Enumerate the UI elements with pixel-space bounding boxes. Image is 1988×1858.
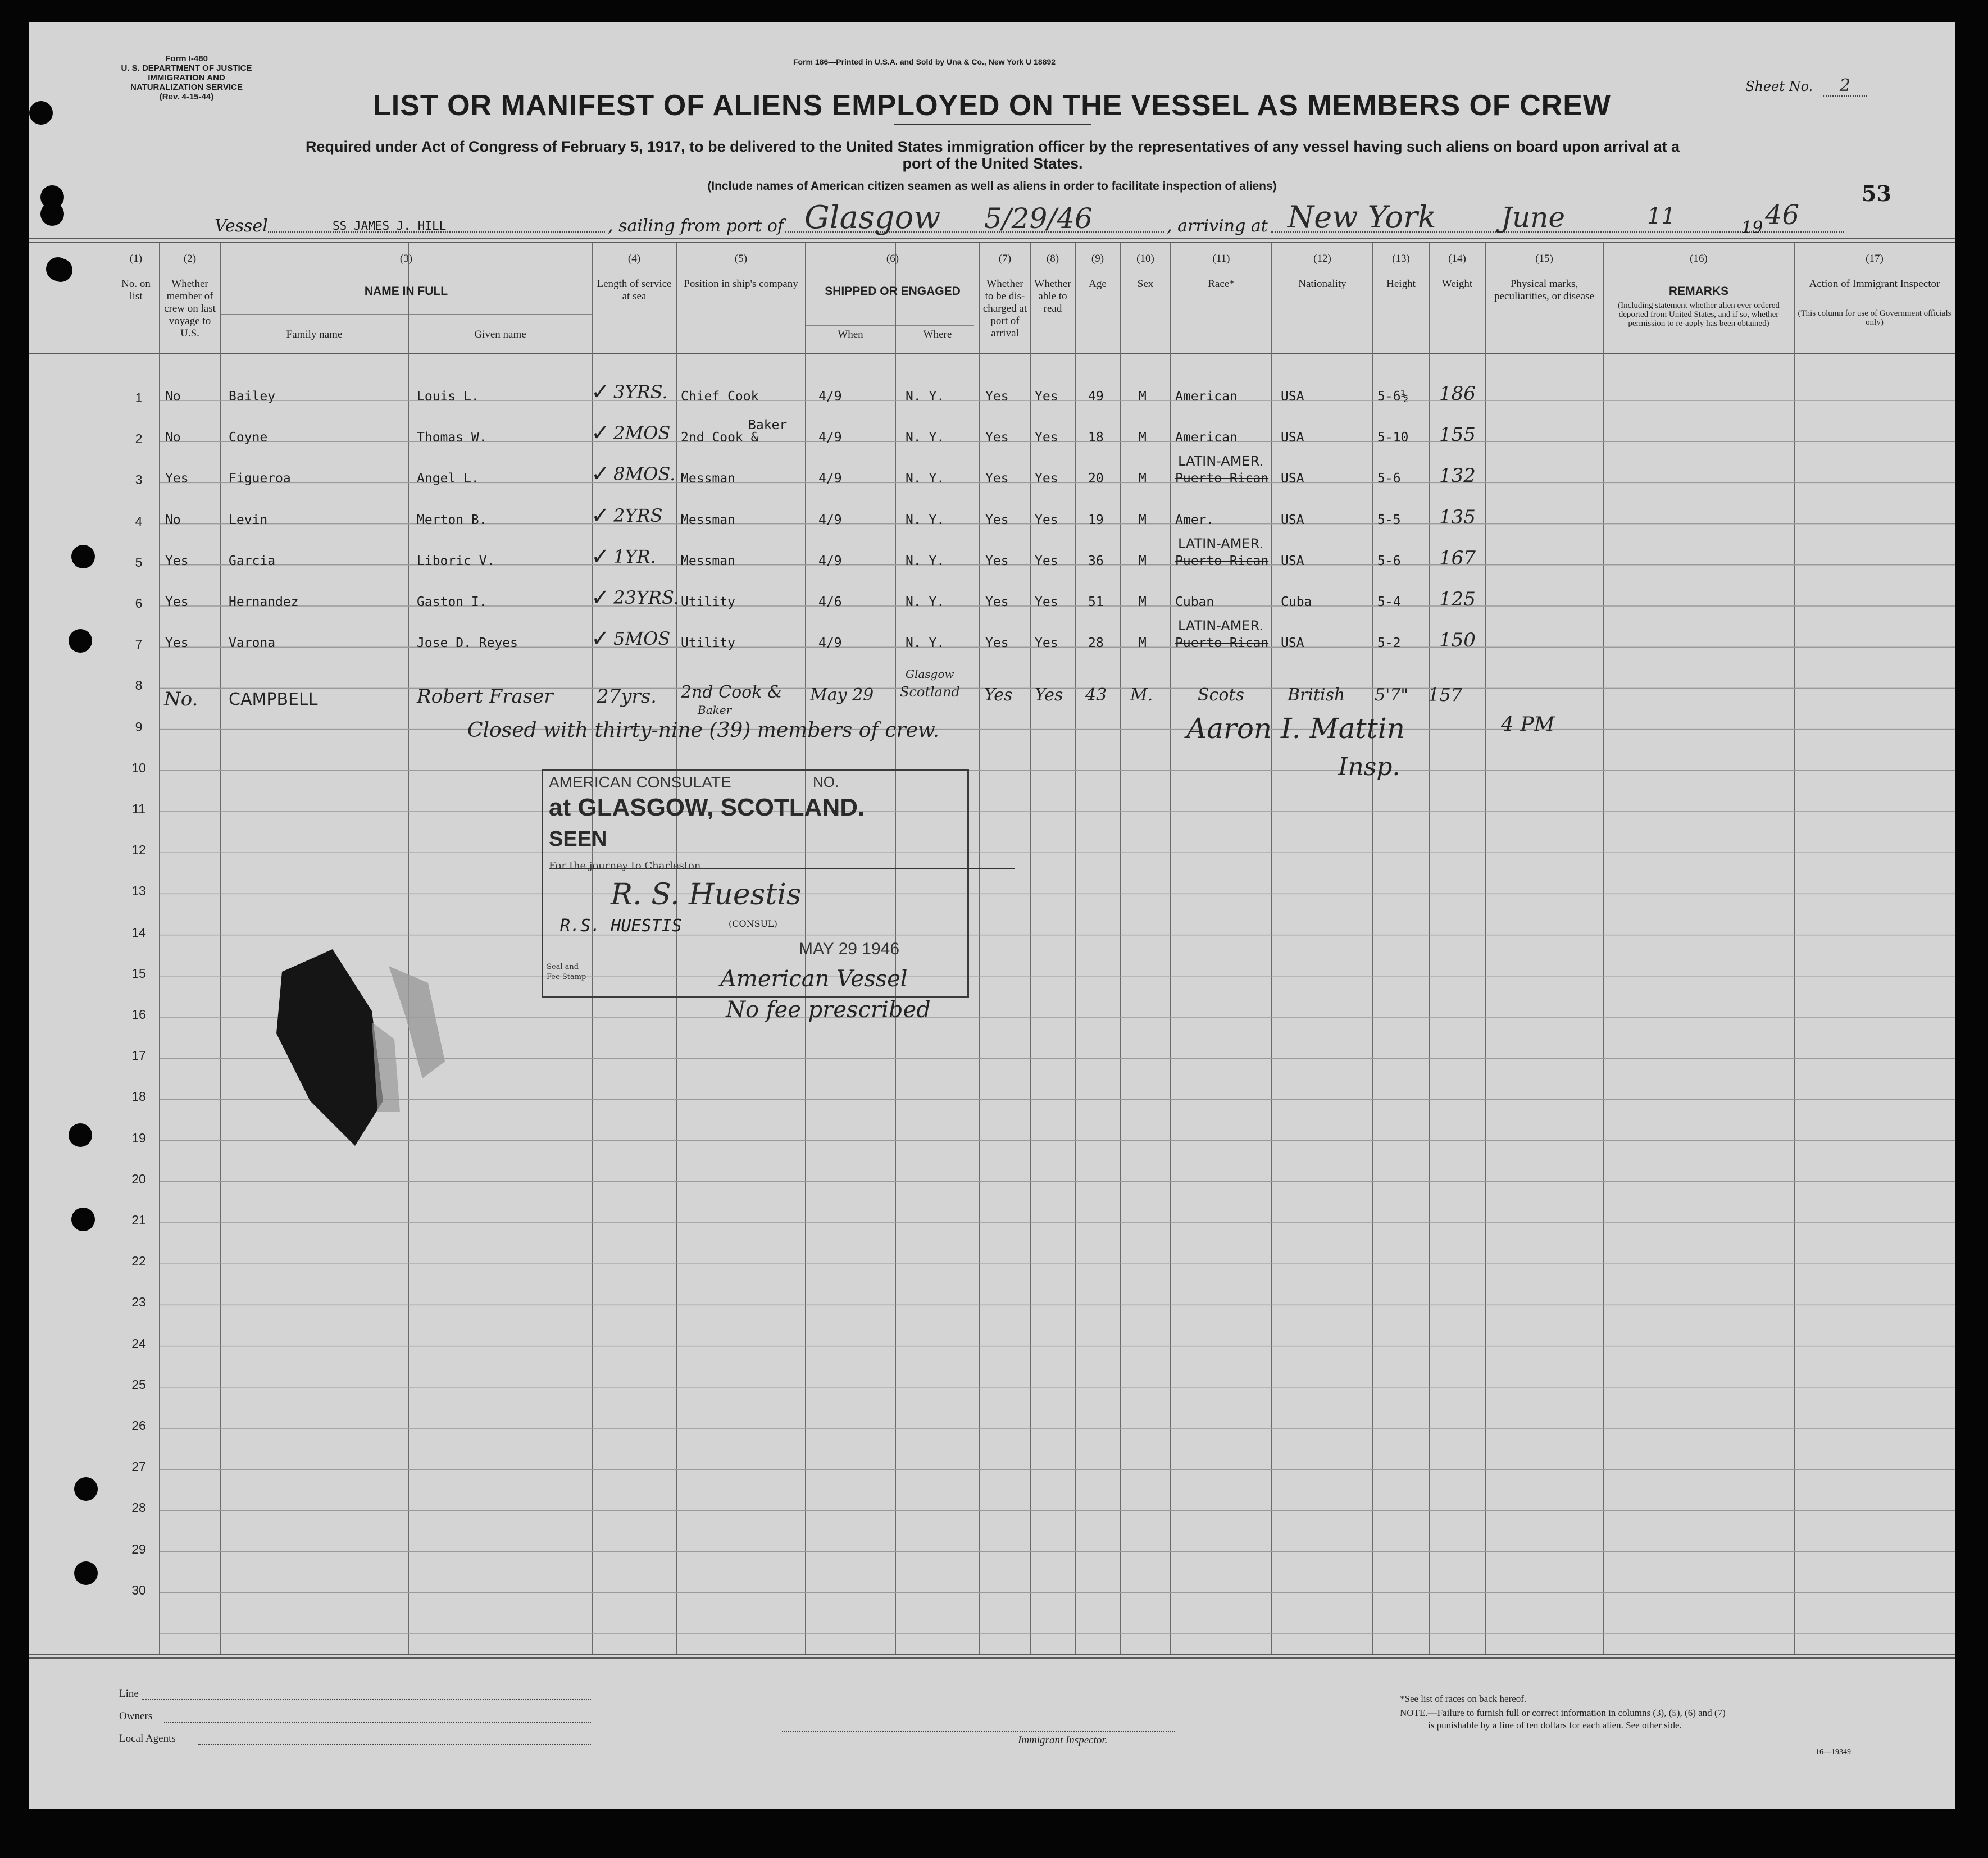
stamp-no: NO.: [813, 773, 839, 790]
cell-race: American: [1175, 389, 1238, 404]
row-number: 28: [131, 1500, 146, 1515]
cell-given-name: Liboric V.: [417, 553, 495, 568]
cell-weight: 157: [1428, 684, 1463, 705]
cell-weight: 132: [1439, 464, 1476, 488]
cell-position: Messman: [681, 471, 735, 486]
form-revision: (Rev. 4-15-44): [159, 92, 214, 102]
cell-nationality: USA: [1281, 430, 1304, 445]
footer-races-note: *See list of races on back hereof.: [1400, 1693, 1527, 1704]
cell-race: Puerto Rican: [1175, 471, 1269, 486]
cell-given-name: Jose D. Reyes: [417, 636, 518, 651]
cell-position-note: Baker: [698, 703, 732, 717]
inspector-title: Insp.: [1338, 753, 1400, 781]
arriving-label: , arriving at: [1167, 216, 1268, 236]
row-number: 11: [132, 802, 145, 816]
column-number: (13): [1392, 253, 1410, 265]
column-number: (15): [1535, 253, 1553, 265]
cell-weight: 125: [1439, 588, 1476, 611]
year-prefix: 19: [1741, 218, 1763, 238]
cell-family-name: Varona: [229, 636, 276, 651]
cell-race: Cuban: [1175, 595, 1214, 609]
cell-family-name: Levin: [229, 512, 268, 527]
cell-discharged: Yes: [985, 636, 1009, 651]
cell-prev-voyage: No: [165, 512, 181, 527]
column-label: Height: [1386, 278, 1416, 290]
subheader-family: Family name: [286, 329, 343, 340]
cell-when: 4/9: [818, 389, 842, 404]
cell-read: Yes: [1035, 685, 1063, 705]
column-number: (1): [129, 253, 143, 265]
check-mark-icon: ✓: [591, 420, 610, 447]
cell-when: May 29: [810, 685, 874, 705]
row-number: 15: [131, 966, 146, 981]
cell-service-length: 2YRS: [613, 504, 663, 526]
column-label: Nationality: [1298, 278, 1346, 290]
cell-family-name: CAMPBELL: [229, 690, 318, 709]
cell-service-length: 23YRS.: [613, 587, 679, 608]
cell-discharged: Yes: [984, 685, 1013, 705]
cell-given-name: Thomas W.: [417, 430, 487, 445]
inspector-time: 4 PM: [1501, 713, 1555, 736]
consulate-stamp: [542, 769, 969, 998]
vessel-name: SS JAMES J. HILL: [333, 219, 447, 233]
cell-nationality: USA: [1281, 636, 1304, 651]
footer-owners-rule: [164, 1722, 591, 1723]
row-number: 8: [135, 678, 143, 693]
column-label: SHIPPED OR ENGAGED: [825, 285, 961, 298]
row-number: 12: [131, 843, 146, 858]
cell-discharged: Yes: [985, 389, 1009, 404]
cell-when: 4/9: [818, 512, 842, 527]
row-number: 21: [131, 1213, 146, 1227]
column-number: (11): [1212, 253, 1230, 265]
row-number: 5: [135, 554, 143, 570]
column-label: Weight: [1441, 278, 1473, 290]
column-label: Age: [1089, 278, 1107, 290]
column-label: Whether able to read: [1034, 278, 1071, 315]
subtitle-note: (Include names of American citizen seamen as well as aliens in order to facilitate inspection of aliens): [707, 180, 1277, 193]
check-mark-icon: ✓: [591, 461, 610, 488]
cell-sex: M: [1139, 471, 1147, 486]
column-label: Whether member of crew on last voyage to U.S.: [164, 278, 216, 339]
cell-position: Utility: [681, 595, 735, 609]
cell-sex: M: [1139, 512, 1147, 527]
cell-race: Scots: [1198, 685, 1244, 705]
cell-age: 19: [1088, 512, 1104, 527]
row-number: 17: [131, 1048, 146, 1063]
cell-nationality: USA: [1281, 512, 1304, 527]
footer-note-2: is punishable by a fine of ten dollars for each alien. See other side.: [1428, 1720, 1682, 1731]
column-number: (5): [734, 253, 748, 265]
cell-read: Yes: [1035, 471, 1058, 486]
subheader-when: When: [838, 329, 863, 340]
subheader-given: Given name: [474, 329, 526, 340]
arrival-day: 11: [1647, 203, 1676, 229]
cell-position: Messman: [681, 512, 735, 527]
cell-height: 5-6: [1377, 553, 1401, 568]
cell-when: 4/9: [818, 553, 842, 568]
footer-form-code: 16—19349: [1816, 1748, 1851, 1756]
page-number: 53: [1862, 181, 1891, 206]
departure-port: Glasgow: [804, 199, 941, 236]
cell-position: Messman: [681, 553, 735, 568]
cell-height: 5-5: [1377, 512, 1401, 527]
stamp-signature: R. S. Huestis: [611, 878, 802, 912]
cell-prev-voyage: No.: [164, 688, 198, 711]
footer-owners-label: Owners: [119, 1710, 153, 1722]
row-number: 22: [131, 1254, 146, 1269]
cell-weight: 155: [1439, 423, 1476, 447]
cell-when: 4/9: [818, 636, 842, 651]
cell-age: 18: [1088, 430, 1104, 445]
column-number: (16): [1690, 253, 1708, 265]
cell-read: Yes: [1035, 553, 1058, 568]
row-number: 18: [131, 1089, 146, 1104]
row-number: 3: [135, 472, 143, 488]
cell-weight: 167: [1439, 547, 1476, 570]
cell-height: 5-4: [1377, 595, 1401, 609]
stamp-consulate: AMERICAN CONSULATE: [549, 773, 731, 791]
cell-where: N. Y.: [906, 512, 945, 527]
cell-when: 4/9: [818, 471, 842, 486]
stamp-consul-title: (CONSUL): [729, 918, 777, 929]
footer-agents-label: Local Agents: [119, 1733, 176, 1745]
cell-discharged: Yes: [985, 553, 1009, 568]
column-label: Length of service at sea: [597, 278, 672, 302]
row-number: 20: [131, 1171, 146, 1186]
arrival-year: 46: [1765, 199, 1800, 231]
cell-where: N. Y.: [906, 553, 945, 568]
cell-given-name: Angel L.: [417, 471, 479, 486]
closing-note: Closed with thirty-nine (39) members of crew.: [467, 719, 939, 742]
cell-nationality: Cuba: [1281, 595, 1312, 609]
row-number: 16: [131, 1007, 146, 1022]
cell-family-name: Coyne: [229, 430, 268, 445]
cell-family-name: Figueroa: [229, 471, 291, 486]
cell-height: 5-10: [1377, 430, 1409, 445]
cell-nationality: USA: [1281, 471, 1304, 486]
cell-given-name: Robert Fraser: [417, 685, 553, 708]
column-label: Whether to be dis-charged at port of arrival: [982, 278, 1027, 339]
column-number: (10): [1136, 253, 1154, 265]
footer-inspector-rule: [782, 1731, 1175, 1732]
stamp-strike-line: [549, 868, 1015, 869]
row-number: 24: [131, 1336, 146, 1351]
column-number: (7): [998, 253, 1012, 265]
cell-service-length: 27yrs.: [597, 685, 657, 708]
cell-race-note: LATIN-AMER.: [1178, 453, 1264, 470]
cell-position-note: Baker: [748, 418, 788, 433]
manifest-sheet: [29, 22, 1955, 1809]
row-number: 4: [135, 513, 143, 529]
row-number: 6: [135, 596, 143, 611]
row-number: 23: [131, 1295, 146, 1310]
cell-race: Puerto Rican: [1175, 636, 1269, 651]
row-number: 2: [135, 431, 143, 447]
stamp-date: MAY 29 1946: [799, 940, 900, 958]
footer-line-label: Line: [119, 1688, 139, 1700]
stamp-seen: SEEN: [549, 827, 607, 851]
row-number: 19: [131, 1130, 146, 1145]
cell-service-length: 3YRS.: [613, 381, 668, 403]
document-title: LIST OR MANIFEST OF ALIENS EMPLOYED ON THE VESSEL AS MEMBERS OF CREW: [373, 89, 1611, 122]
row-number: 7: [135, 637, 143, 652]
row-number: 25: [131, 1377, 146, 1392]
cell-age: 43: [1085, 685, 1107, 705]
cell-age: 20: [1088, 471, 1104, 486]
cell-prev-voyage: Yes: [165, 471, 189, 486]
stamp-journey: For the journey to Charleston: [549, 860, 701, 872]
departure-date: 5/29/46: [984, 202, 1093, 235]
sailing-label: , sailing from port of: [608, 216, 784, 236]
cell-service-length: 2MOS: [613, 422, 671, 444]
column-label: NAME IN FULL: [364, 285, 448, 298]
cell-given-name: Louis L.: [417, 389, 479, 404]
cell-nationality: USA: [1281, 553, 1304, 568]
column-number: (12): [1313, 253, 1331, 265]
cell-discharged: Yes: [985, 512, 1009, 527]
embossed-seal-image: [243, 932, 490, 1168]
column-label: Action of Immigrant Inspector: [1809, 278, 1940, 290]
cell-sex: M: [1139, 595, 1147, 609]
cell-race-note: LATIN-AMER.: [1178, 618, 1264, 634]
footer-agents-rule: [198, 1744, 591, 1745]
cell-age: 49: [1088, 389, 1104, 404]
footer-inspector-label: Immigrant Inspector.: [1018, 1734, 1108, 1746]
row-number: 1: [135, 390, 143, 405]
cell-where: N. Y.: [906, 430, 945, 445]
cell-weight: 150: [1439, 629, 1476, 652]
cell-race: Puerto Rican: [1175, 553, 1269, 568]
column-number: (17): [1866, 253, 1884, 265]
row-number: 9: [135, 719, 143, 734]
column-number: (2): [183, 253, 197, 265]
arrival-port: New York: [1288, 199, 1436, 235]
arrival-month: June: [1501, 201, 1566, 234]
cell-where: N. Y.: [906, 595, 945, 609]
footer-note-1: NOTE.—Failure to furnish full or correct information in columns (3), (5), (6) and (7): [1400, 1707, 1726, 1718]
cell-service-length: 8MOS.: [613, 463, 676, 485]
cell-weight: 135: [1439, 506, 1476, 529]
column-number: (6): [886, 253, 899, 265]
sheet-label: Sheet No.: [1745, 79, 1813, 94]
cell-family-name: Hernandez: [229, 595, 299, 609]
check-mark-icon: ✓: [591, 543, 610, 570]
cell-where: N. Y.: [906, 389, 945, 404]
cell-sex: M: [1139, 636, 1147, 651]
cell-height: 5-6½: [1377, 389, 1409, 404]
cell-position: 2nd Cook &: [681, 682, 783, 702]
column-number: (9): [1091, 253, 1104, 265]
subheader-remarks-note: (Including statement whether alien ever ordered deported from United States, and if so, whether permission to re-apply has been obtained): [1618, 301, 1780, 328]
cell-age: 36: [1088, 553, 1104, 568]
column-label: No. on list: [121, 278, 151, 302]
check-mark-icon: ✓: [591, 502, 610, 529]
stamp-seal-label: [547, 962, 586, 982]
cell-service-length: 5MOS: [613, 628, 671, 650]
column-label: Sex: [1137, 278, 1154, 290]
cell-family-name: Bailey: [229, 389, 276, 404]
row-number: 30: [131, 1582, 146, 1597]
cell-age: 28: [1088, 636, 1104, 651]
column-label: Position in ship's company: [684, 278, 798, 290]
subheader-where: Where: [923, 329, 952, 340]
row-number: 13: [131, 884, 146, 899]
subtitle-line-1: Required under Act of Congress of February 5, 1917, to be delivered to the United States immigration officer by the representatives of any vessel having such aliens on board upon arrival at a: [305, 138, 1680, 155]
cell-family-name: Garcia: [229, 553, 276, 568]
check-mark-icon: ✓: [591, 379, 610, 405]
cell-read: Yes: [1035, 636, 1058, 651]
stamp-note-fee: No fee prescribed: [726, 997, 931, 1023]
cell-age: 51: [1088, 595, 1104, 609]
cell-given-name: Gaston I.: [417, 595, 487, 609]
subtitle-line-2: port of the United States.: [902, 155, 1083, 172]
cell-where: N. Y.: [906, 471, 945, 486]
department-name: U. S. DEPARTMENT OF JUSTICE: [121, 63, 252, 73]
check-mark-icon: ✓: [591, 626, 610, 652]
cell-nationality: USA: [1281, 389, 1304, 404]
row-number: 27: [131, 1459, 146, 1474]
seal-label-2: Fee Stamp: [547, 973, 586, 981]
cell-sex: M: [1139, 389, 1147, 404]
cell-height: 5-2: [1377, 636, 1401, 651]
column-label: Physical marks, peculiarities, or disease: [1494, 278, 1594, 302]
cell-prev-voyage: No: [165, 430, 181, 445]
column-label: REMARKS: [1668, 285, 1729, 298]
column-number: (14): [1448, 253, 1466, 265]
cell-prev-voyage: Yes: [165, 553, 189, 568]
cell-sex: M: [1139, 553, 1147, 568]
column-label: Race*: [1208, 278, 1235, 290]
footer-line-rule: [142, 1699, 591, 1700]
cell-discharged: Yes: [985, 595, 1009, 609]
cell-nationality: British: [1288, 685, 1345, 705]
cell-position: Utility: [681, 636, 735, 651]
cell-where: N. Y.: [906, 636, 945, 651]
cell-read: Yes: [1035, 430, 1058, 445]
cell-discharged: Yes: [985, 430, 1009, 445]
printer-line: Form 186—Printed in U.S.A. and Sold by Una & Co., New York U 18892: [793, 57, 1056, 66]
cell-where: Scotland: [900, 684, 960, 700]
form-number: Form I-480: [165, 54, 208, 63]
column-number: (4): [627, 253, 641, 265]
cell-service-length: 1YR.: [613, 545, 656, 567]
cell-sex: M.: [1130, 685, 1153, 705]
cell-prev-voyage: Yes: [165, 595, 189, 609]
cell-position: Chief Cook: [681, 389, 759, 404]
cell-sex: M: [1139, 430, 1147, 445]
cell-race: Amer.: [1175, 512, 1214, 527]
seal-label-1: Seal and: [547, 963, 579, 971]
row-number: 10: [131, 760, 146, 775]
cell-read: Yes: [1035, 595, 1058, 609]
stamp-note-vessel: American Vessel: [720, 966, 908, 992]
cell-read: Yes: [1035, 512, 1058, 527]
cell-when: 4/9: [818, 430, 842, 445]
cell-weight: 186: [1439, 382, 1476, 405]
cell-position: 2nd Cook &: [681, 430, 759, 445]
column-number: (8): [1046, 253, 1059, 265]
cell-prev-voyage: No: [165, 389, 181, 404]
service-name: IMMIGRATION AND NATURALIZATION SERVICE: [130, 73, 243, 92]
cell-prev-voyage: Yes: [165, 636, 189, 651]
cell-read: Yes: [1035, 389, 1058, 404]
row-number: 26: [131, 1418, 146, 1433]
cell-height: 5-6: [1377, 471, 1401, 486]
cell-discharged: Yes: [985, 471, 1009, 486]
cell-race: American: [1175, 430, 1238, 445]
inspector-signature: Aaron I. Mattin: [1186, 712, 1405, 745]
vessel-label: Vessel: [215, 216, 268, 236]
cell-race-note: LATIN-AMER.: [1178, 535, 1264, 552]
cell-when: 4/6: [818, 595, 842, 609]
stamp-location: at GLASGOW, SCOTLAND.: [549, 794, 865, 821]
check-mark-icon: ✓: [591, 585, 610, 611]
sheet-value: 2: [1823, 76, 1867, 97]
row-number: 29: [131, 1541, 146, 1556]
row-number: 14: [131, 925, 146, 940]
cell-given-name: Merton B.: [417, 512, 487, 527]
cell-where-note: Glasgow: [906, 667, 954, 681]
subheader-action-note: (This column for use of Government officials only): [1798, 309, 1951, 327]
cell-height: 5'7": [1375, 685, 1409, 705]
column-number: (3): [399, 253, 413, 265]
stamp-consul-name: R.S. HUESTIS: [560, 916, 682, 936]
